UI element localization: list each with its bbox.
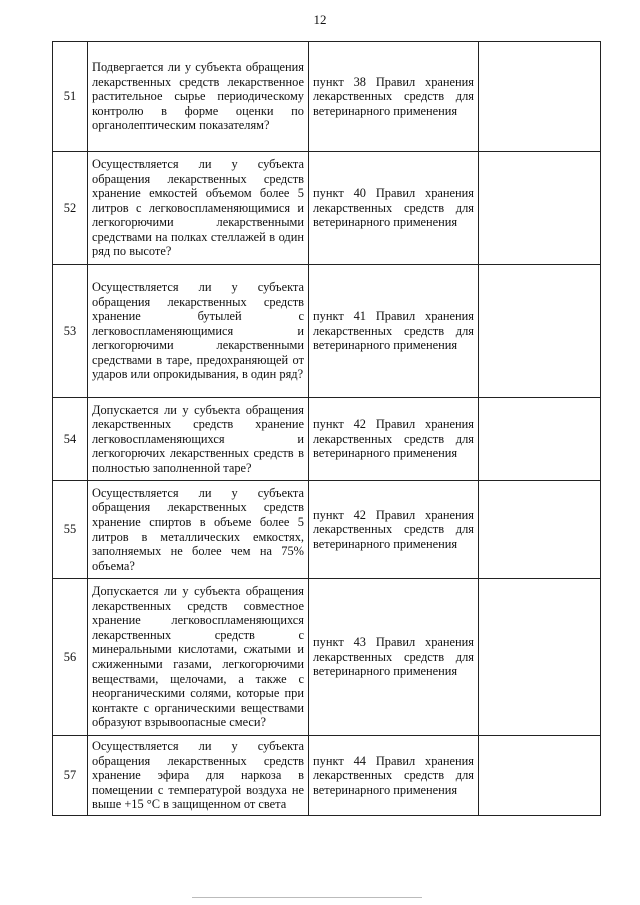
row-number: 55 [53, 481, 88, 579]
table-row [53, 42, 601, 152]
question-cell: Осуществляется ли у субъекта обращения лекарственных средств хранение бутылей с легковоспламеняющимися и легкогорючими лекарственными средствами в таре, предохраняющей от ударов или опрокидывания, в один ряд? [88, 265, 309, 398]
question-cell: Допускается ли у субъекта обращения лекарственных средств совместное хранение легковоспламеняющихся лекарственных средств с минеральными кислотами, сжатыми и сжиженными газами, легкогорючими веществами, щелочами, а также с неорганическими солями, которые при контакте с органическими веществами образуют взрывоопасные смеси? [88, 579, 309, 736]
reference-cell: пункт 44 Правил хранения лекарственных средств для ветеринарного применения [309, 736, 479, 816]
row-number: 51 [53, 42, 88, 152]
reference-cell: пункт 42 Правил хранения лекарственных средств для ветеринарного применения [309, 398, 479, 481]
question-cell: Подвергается ли у субъекта обращения лекарственных средств лекарственное растительное сырье периодическому контролю в форме оценки по органолептическим показателям? [88, 42, 309, 152]
table-row [53, 152, 601, 265]
row-number: 53 [53, 265, 88, 398]
question-cell: Осуществляется ли у субъекта обращения лекарственных средств хранение эфира для наркоза в помещении с температурой воздуха не выше +15 °С в защищенном от света [88, 736, 309, 816]
row-number: 56 [53, 579, 88, 736]
table-row [53, 579, 601, 736]
reference-cell: пункт 38 Правил хранения лекарственных средств для ветеринарного применения [309, 42, 479, 152]
answer-cell [479, 265, 601, 398]
answer-cell [479, 152, 601, 265]
answer-cell [479, 481, 601, 579]
answer-cell [479, 398, 601, 481]
row-number: 54 [53, 398, 88, 481]
reference-cell: пункт 41 Правил хранения лекарственных средств для ветеринарного применения [309, 265, 479, 398]
reference-cell: пункт 42 Правил хранения лекарственных средств для ветеринарного применения [309, 481, 479, 579]
reference-cell: пункт 43 Правил хранения лекарственных средств для ветеринарного применения [309, 579, 479, 736]
answer-cell [479, 42, 601, 152]
table-row [53, 736, 601, 816]
answer-cell [479, 736, 601, 816]
question-cell: Осуществляется ли у субъекта обращения лекарственных средств хранение спиртов в объеме более 5 литров в металлических емкостях, заполняемых не более чем на 75% объема? [88, 481, 309, 579]
page-number: 12 [313, 12, 327, 27]
question-cell: Допускается ли у субъекта обращения лекарственных средств хранение легковоспламеняющихся и легкогорючих лекарственных средств в полностью заполненной таре? [88, 398, 309, 481]
question-cell: Осуществляется ли у субъекта обращения лекарственных средств хранение емкостей объемом более 5 литров с легковоспламеняющимися и легкогорючими лекарственными средствами на полках стеллажей в один ряд по высоте? [88, 152, 309, 265]
table-row [53, 265, 601, 398]
reference-cell: пункт 40 Правил хранения лекарственных средств для ветеринарного применения [309, 152, 479, 265]
row-number: 52 [53, 152, 88, 265]
answer-cell [479, 579, 601, 736]
table-row [53, 481, 601, 579]
scan-artifact-line [192, 897, 422, 898]
checklist-table [52, 41, 601, 816]
row-number: 57 [53, 736, 88, 816]
table-row [53, 398, 601, 481]
